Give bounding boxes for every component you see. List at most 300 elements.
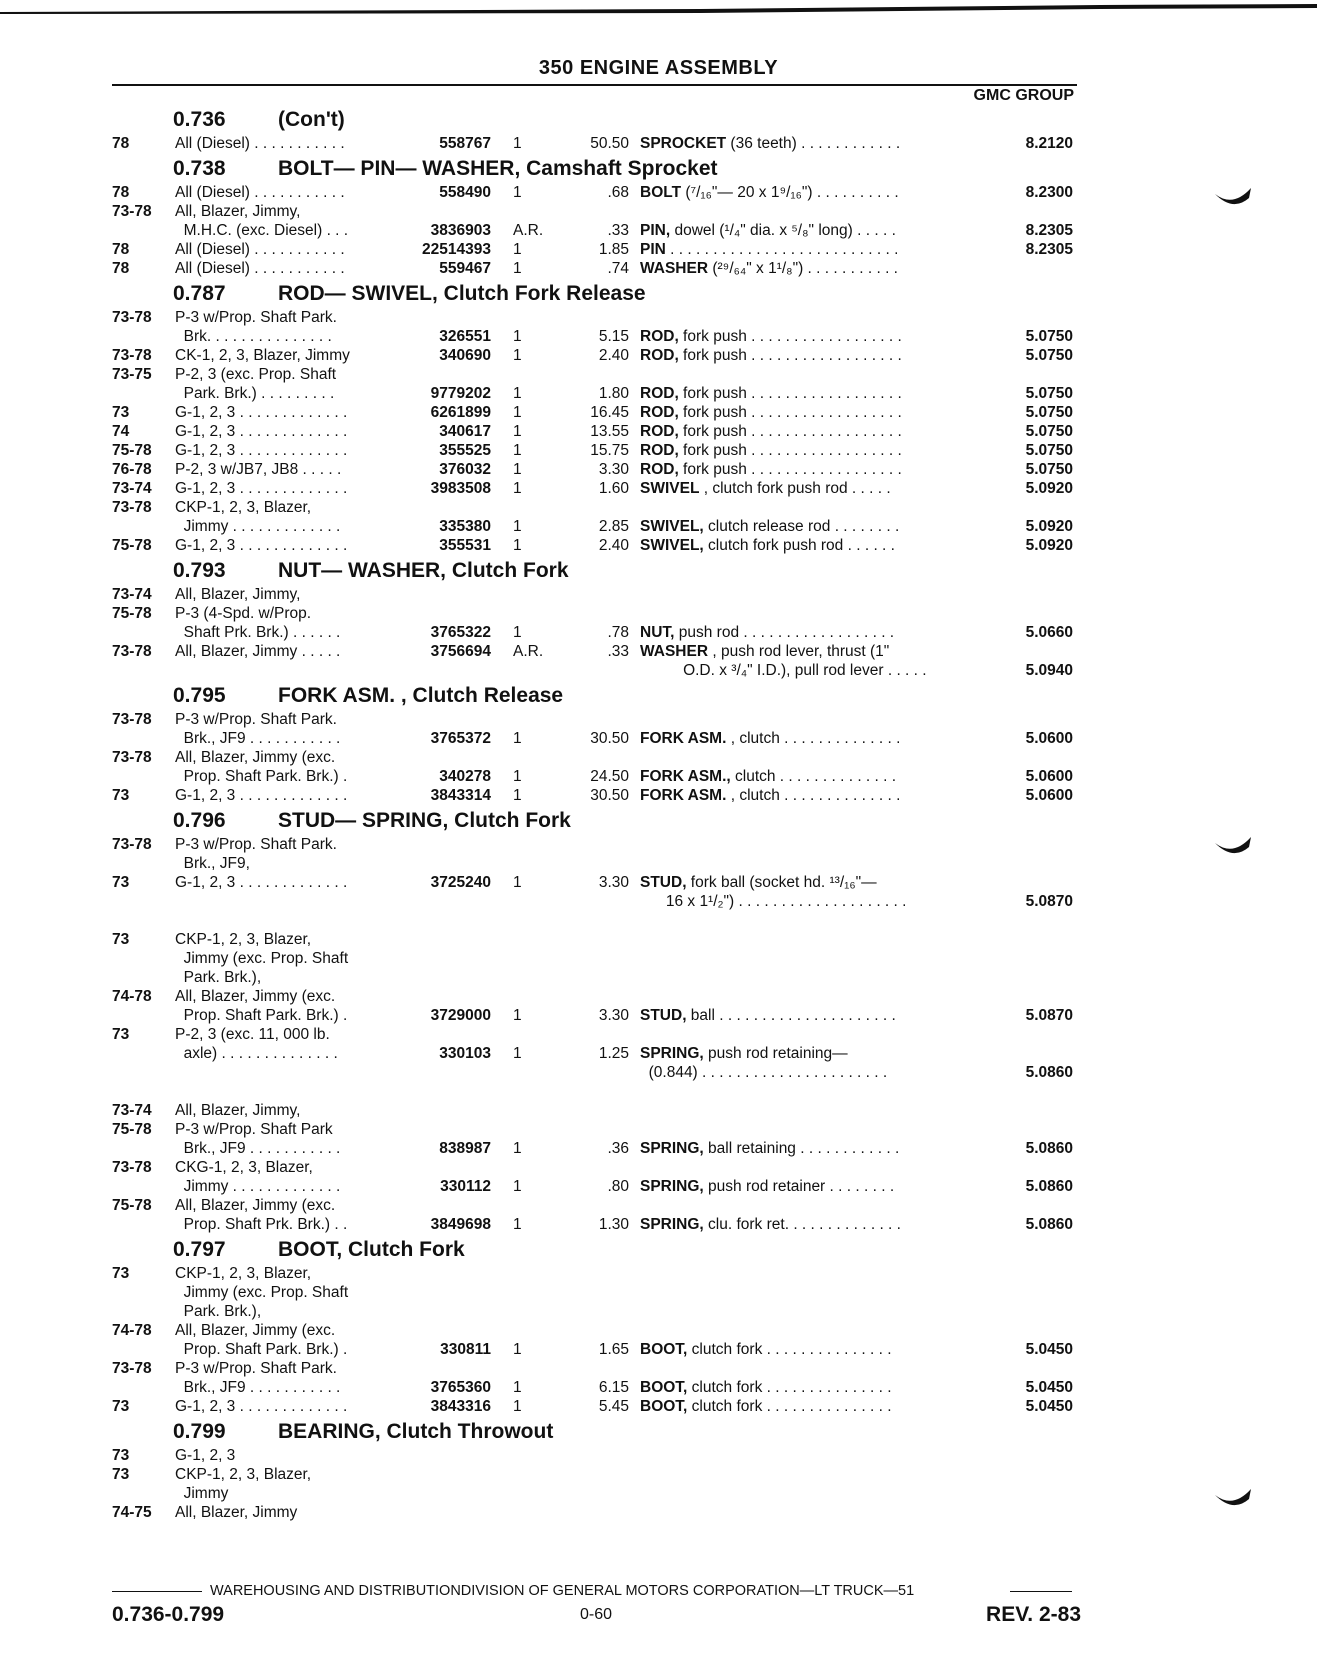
- part-name: WASHER: [640, 260, 709, 277]
- catalog-row: [0, 1264, 1317, 1283]
- part-detail: 16 x 1¹/₂") . . . . . . . . . . . . . . . . . . . .: [640, 893, 907, 910]
- part-number: 838987: [439, 1140, 491, 1157]
- part-description: [640, 1177, 962, 1196]
- catalog-row: [0, 1215, 1317, 1234]
- model-years: 74-78: [112, 988, 152, 1005]
- application: P-3 w/Prop. Shaft Park.: [175, 836, 337, 853]
- part-number: 6261899: [430, 404, 491, 421]
- price: .80: [607, 1178, 629, 1195]
- catalog-row: [0, 729, 1317, 748]
- part-detail: , clutch . . . . . . . . . . . . . .: [726, 730, 901, 747]
- application: P-2, 3 (exc. 11, 000 lb.: [175, 1026, 330, 1043]
- model-years: 73: [112, 1466, 130, 1483]
- price: 2.40: [598, 347, 629, 364]
- part-number: 3983508: [430, 480, 491, 497]
- part-name: STUD,: [640, 1007, 687, 1024]
- gmc-group-number: 5.0750: [1025, 461, 1073, 478]
- application: Brk., JF9 . . . . . . . . . . .: [175, 1379, 341, 1396]
- catalog-row: [0, 1465, 1317, 1484]
- part-number: 340690: [439, 347, 491, 364]
- model-years: 73: [112, 1265, 130, 1282]
- part-detail: ball . . . . . . . . . . . . . . . . . . . . .: [686, 1007, 896, 1024]
- footer-division: WAREHOUSING AND DISTRIBUTIONDIVISION OF GENERAL MOTORS CORPORATION—LT TRUCK—51: [210, 1583, 915, 1599]
- quantity: A.R.: [513, 643, 544, 660]
- part-number: 376032: [439, 461, 491, 478]
- price: .33: [607, 222, 629, 239]
- part-number: 558767: [439, 135, 491, 152]
- quantity: 1: [513, 404, 522, 421]
- application: All (Diesel) . . . . . . . . . . .: [175, 135, 345, 152]
- quantity: 1: [513, 461, 522, 478]
- part-description: [640, 1215, 962, 1234]
- application: All, Blazer, Jimmy,: [175, 1102, 301, 1119]
- part-name: BOLT: [640, 184, 682, 201]
- application: Brk. . . . . . . . . . . . . . .: [175, 328, 332, 345]
- part-detail: fork push . . . . . . . . . . . . . . . . . .: [678, 442, 902, 459]
- part-name: FORK ASM.: [640, 730, 727, 747]
- price: .74: [607, 260, 629, 277]
- application: Brk., JF9,: [175, 855, 250, 872]
- part-detail: (36 teeth) . . . . . . . . . . . .: [726, 135, 901, 152]
- price: 3.30: [598, 1007, 629, 1024]
- part-description: [640, 1378, 962, 1397]
- part-name: ROD,: [640, 442, 679, 459]
- part-number: 3765322: [430, 624, 491, 641]
- part-name: STUD,: [640, 874, 687, 891]
- model-years: 73: [112, 931, 130, 948]
- footer-rule-left: [112, 1591, 202, 1592]
- quantity: 1: [513, 1140, 522, 1157]
- application: Prop. Shaft Park. Brk.) .: [175, 1007, 348, 1024]
- part-detail: ball retaining . . . . . . . . . . . .: [703, 1140, 900, 1157]
- application: Jimmy . . . . . . . . . . . . .: [175, 518, 341, 535]
- section-title: STUD— SPRING, Clutch Fork: [278, 809, 571, 832]
- part-description: [640, 134, 962, 153]
- application: P-3 (4-Spd. w/Prop.: [175, 605, 312, 622]
- model-years: 73-78: [112, 203, 152, 220]
- quantity: 1: [513, 184, 522, 201]
- catalog-row: [0, 460, 1317, 479]
- part-name: FORK ASM.,: [640, 768, 731, 785]
- quantity: 1: [513, 537, 522, 554]
- quantity: 1: [513, 787, 522, 804]
- application: Jimmy . . . . . . . . . . . . .: [175, 1178, 341, 1195]
- catalog-row: [0, 661, 1317, 680]
- price: 16.45: [590, 404, 629, 421]
- application: Jimmy: [175, 1485, 229, 1502]
- part-description: [640, 479, 962, 498]
- model-years: 73-78: [112, 643, 152, 660]
- part-detail: push rod retainer . . . . . . . .: [703, 1178, 895, 1195]
- footer-rule-right: [1010, 1591, 1072, 1592]
- price: 50.50: [590, 135, 629, 152]
- catalog-row: [0, 441, 1317, 460]
- price: 1.65: [598, 1341, 629, 1358]
- price: 5.15: [598, 328, 629, 345]
- catalog-row: [0, 134, 1317, 153]
- quantity: 1: [513, 423, 522, 440]
- catalog-row: [0, 498, 1317, 517]
- catalog-row: [0, 1177, 1317, 1196]
- price: 6.15: [598, 1379, 629, 1396]
- application: Prop. Shaft Park. Brk.) .: [175, 768, 348, 785]
- application: Park. Brk.),: [175, 969, 262, 986]
- application: P-2, 3 w/JB7, JB8 . . . . .: [175, 461, 342, 478]
- section-heading: [0, 104, 1317, 134]
- quantity: 1: [513, 442, 522, 459]
- gmc-group-number: 5.0870: [1025, 1007, 1073, 1024]
- model-years: 73-78: [112, 499, 152, 516]
- part-description: [640, 1139, 962, 1158]
- part-name: SPRING,: [640, 1216, 704, 1233]
- quantity: 1: [513, 1216, 522, 1233]
- part-detail: clu. fork ret. . . . . . . . . . . . . .: [703, 1216, 901, 1233]
- model-years: 78: [112, 260, 130, 277]
- part-description: [640, 183, 962, 202]
- part-detail: (0.844) . . . . . . . . . . . . . . . . . . . . . .: [640, 1064, 888, 1081]
- model-years: 73-78: [112, 347, 152, 364]
- application: Jimmy (exc. Prop. Shaft: [175, 1284, 349, 1301]
- catalog-row: [0, 346, 1317, 365]
- section-heading: [0, 278, 1317, 308]
- gmc-group-number: 8.2120: [1025, 135, 1073, 152]
- part-name: SPRING,: [640, 1140, 704, 1157]
- model-years: 73: [112, 787, 130, 804]
- catalog-row: [0, 987, 1317, 1006]
- catalog-row: [0, 403, 1317, 422]
- page-title: 350 ENGINE ASSEMBLY: [538, 57, 779, 79]
- gmc-group-number: 5.0860: [1025, 1140, 1073, 1157]
- section-title: (Con't): [278, 108, 345, 131]
- catalog-row: [0, 1302, 1317, 1321]
- top-scan-border: [0, 0, 1317, 14]
- part-name: BOOT,: [640, 1379, 688, 1396]
- application: G-1, 2, 3 . . . . . . . . . . . . .: [175, 423, 348, 440]
- price: .68: [607, 184, 629, 201]
- application: G-1, 2, 3 . . . . . . . . . . . . .: [175, 480, 348, 497]
- part-description: [640, 661, 962, 680]
- price: 24.50: [590, 768, 629, 785]
- model-years: 78: [112, 184, 130, 201]
- application: Prop. Shaft Park. Brk.) .: [175, 1341, 348, 1358]
- gmc-group-number: 5.0450: [1025, 1398, 1073, 1415]
- application: Jimmy (exc. Prop. Shaft: [175, 950, 349, 967]
- model-years: 73-78: [112, 749, 152, 766]
- catalog-row: [0, 202, 1317, 221]
- section-title: BEARING, Clutch Throwout: [278, 1420, 554, 1443]
- price: 13.55: [590, 423, 629, 440]
- part-number: 558490: [439, 184, 491, 201]
- part-name: ROD,: [640, 404, 679, 421]
- part-description: [640, 327, 962, 346]
- part-detail: O.D. x ³/₄" I.D.), pull rod lever . . . . .: [640, 662, 927, 679]
- application: CKP-1, 2, 3, Blazer,: [175, 931, 312, 948]
- part-description: [640, 892, 962, 911]
- part-description: [640, 221, 962, 240]
- quantity: 1: [513, 1379, 522, 1396]
- application: P-3 w/Prop. Shaft Park: [175, 1121, 333, 1138]
- part-name: ROD,: [640, 423, 679, 440]
- gmc-group-number: 5.0860: [1025, 1178, 1073, 1195]
- catalog-row: [0, 623, 1317, 642]
- part-name: ROD,: [640, 385, 679, 402]
- model-years: 73-74: [112, 1102, 152, 1119]
- application: P-3 w/Prop. Shaft Park.: [175, 1360, 337, 1377]
- price: 3.30: [598, 461, 629, 478]
- section-number: 0.787: [173, 282, 226, 305]
- part-number: 3843316: [430, 1398, 491, 1415]
- part-name: SWIVEL,: [640, 518, 704, 535]
- part-number: 340617: [439, 423, 491, 440]
- quantity: 1: [513, 347, 522, 364]
- catalog-row: [0, 1063, 1317, 1082]
- part-number: 355531: [439, 537, 491, 554]
- part-description: [640, 536, 962, 555]
- model-years: 73-78: [112, 1159, 152, 1176]
- price: 1.60: [598, 480, 629, 497]
- part-description: [640, 517, 962, 536]
- application: All, Blazer, Jimmy,: [175, 586, 301, 603]
- gmc-group-number: 5.0750: [1025, 404, 1073, 421]
- application: Park. Brk.),: [175, 1303, 262, 1320]
- application: axle) . . . . . . . . . . . . . .: [175, 1045, 338, 1062]
- quantity: 1: [513, 874, 522, 891]
- gmc-group-number: 5.0600: [1025, 787, 1073, 804]
- gmc-group-number: 5.0920: [1025, 480, 1073, 497]
- application: G-1, 2, 3 . . . . . . . . . . . . .: [175, 537, 348, 554]
- section-heading: [0, 680, 1317, 710]
- gmc-group-number: 5.0920: [1025, 518, 1073, 535]
- parts-catalog-body: [0, 104, 1317, 1522]
- part-name: BOOT,: [640, 1341, 688, 1358]
- catalog-row: [0, 1321, 1317, 1340]
- part-number: 3765372: [430, 730, 491, 747]
- part-description: [640, 346, 962, 365]
- price: 1.85: [598, 241, 629, 258]
- model-years: 73-75: [112, 366, 152, 383]
- quantity: 1: [513, 768, 522, 785]
- section-heading: [0, 1234, 1317, 1264]
- section-number: 0.797: [173, 1238, 226, 1261]
- part-detail: fork push . . . . . . . . . . . . . . . . . .: [678, 328, 902, 345]
- model-years: 75-78: [112, 605, 152, 622]
- price: 1.30: [598, 1216, 629, 1233]
- application: G-1, 2, 3: [175, 1447, 236, 1464]
- part-detail: . . . . . . . . . . . . . . . . . . . . . . . . . . .: [665, 241, 899, 258]
- part-number: 355525: [439, 442, 491, 459]
- gmc-group-number: 5.0860: [1025, 1064, 1073, 1081]
- application: CKP-1, 2, 3, Blazer,: [175, 1466, 312, 1483]
- model-years: 73-74: [112, 480, 152, 497]
- catalog-row: [0, 365, 1317, 384]
- part-number: 3849698: [430, 1216, 491, 1233]
- part-description: [640, 1044, 962, 1063]
- catalog-row: [0, 854, 1317, 873]
- catalog-row: [0, 1503, 1317, 1522]
- part-name: BOOT,: [640, 1398, 688, 1415]
- catalog-row: [0, 1044, 1317, 1063]
- application: All (Diesel) . . . . . . . . . . .: [175, 241, 345, 258]
- part-number: 340278: [439, 768, 491, 785]
- part-description: [640, 623, 962, 642]
- application: All (Diesel) . . . . . . . . . . .: [175, 184, 345, 201]
- part-name: SPRING,: [640, 1178, 704, 1195]
- part-number: 3729000: [430, 1007, 491, 1024]
- part-number: 330112: [440, 1178, 491, 1195]
- catalog-row: [0, 1484, 1317, 1503]
- application: Park. Brk.) . . . . . . . . .: [175, 385, 335, 402]
- catalog-row: [0, 835, 1317, 854]
- part-detail: fork ball (socket hd. ¹³/₁₆"—: [686, 874, 877, 891]
- application: Brk., JF9 . . . . . . . . . . .: [175, 730, 341, 747]
- gmc-group-number: 8.2305: [1025, 222, 1073, 239]
- section-number: 0.796: [173, 809, 226, 832]
- part-number: 330103: [439, 1045, 491, 1062]
- part-detail: , push rod lever, thrust (1": [708, 643, 890, 660]
- catalog-row: [0, 1340, 1317, 1359]
- gmc-group-number: 5.0750: [1025, 328, 1073, 345]
- gmc-group-number: 5.0860: [1025, 1216, 1073, 1233]
- part-number: 9779202: [430, 385, 491, 402]
- part-description: [640, 1006, 962, 1025]
- catalog-row: [0, 422, 1317, 441]
- section-number: 0.793: [173, 559, 226, 582]
- application: Shaft Prk. Brk.) . . . . . .: [175, 624, 341, 641]
- gmc-group-number: 5.0750: [1025, 385, 1073, 402]
- catalog-row: [0, 585, 1317, 604]
- catalog-row: [0, 642, 1317, 661]
- model-years: 73-78: [112, 711, 152, 728]
- section-number: 0.795: [173, 684, 226, 707]
- catalog-row: [0, 1378, 1317, 1397]
- application: CKG-1, 2, 3, Blazer,: [175, 1159, 313, 1176]
- part-description: [640, 460, 962, 479]
- price: 15.75: [590, 442, 629, 459]
- application: G-1, 2, 3 . . . . . . . . . . . . .: [175, 442, 348, 459]
- part-detail: clutch . . . . . . . . . . . . . .: [730, 768, 897, 785]
- part-name: PIN: [640, 241, 666, 258]
- part-detail: (²⁹/₆₄" x 1¹/₈") . . . . . . . . . . .: [708, 260, 898, 277]
- model-years: 76-78: [112, 461, 152, 478]
- part-name: PIN,: [640, 222, 671, 239]
- catalog-row: [0, 911, 1317, 930]
- quantity: 1: [513, 1045, 522, 1062]
- catalog-row: [0, 183, 1317, 202]
- catalog-row: [0, 1006, 1317, 1025]
- model-years: 73: [112, 404, 130, 421]
- model-years: 75-78: [112, 1121, 152, 1138]
- model-years: 75-78: [112, 1197, 152, 1214]
- part-description: [640, 384, 962, 403]
- quantity: 1: [513, 1007, 522, 1024]
- catalog-row: [0, 1359, 1317, 1378]
- application: All, Blazer, Jimmy,: [175, 203, 301, 220]
- model-years: 73: [112, 1447, 130, 1464]
- quantity: A.R.: [513, 222, 544, 239]
- section-heading: [0, 153, 1317, 183]
- part-name: SPROCKET: [640, 135, 727, 152]
- application: P-3 w/Prop. Shaft Park.: [175, 309, 337, 326]
- part-detail: dowel (¹/₄" dia. x ⁵/₈" long) . . . . .: [670, 222, 896, 239]
- price: .78: [607, 624, 629, 641]
- part-number: 3843314: [430, 787, 491, 804]
- model-years: 73: [112, 1398, 130, 1415]
- binder-hole-mark-middle: [1213, 835, 1253, 857]
- catalog-row: [0, 1196, 1317, 1215]
- model-years: 73-78: [112, 836, 152, 853]
- price: 2.85: [598, 518, 629, 535]
- group-column-header: GMC GROUP: [973, 87, 1074, 104]
- application: CKP-1, 2, 3, Blazer,: [175, 499, 312, 516]
- application: All, Blazer, Jimmy: [175, 1504, 298, 1521]
- gmc-group-number: 5.0920: [1025, 537, 1073, 554]
- part-name: NUT,: [640, 624, 675, 641]
- model-years: 75-78: [112, 442, 152, 459]
- title-rule: [112, 84, 1077, 86]
- application: P-2, 3 (exc. Prop. Shaft: [175, 366, 337, 383]
- part-detail: fork push . . . . . . . . . . . . . . . . . .: [678, 347, 902, 364]
- quantity: 1: [513, 1341, 522, 1358]
- catalog-row: [0, 930, 1317, 949]
- model-years: 73: [112, 874, 130, 891]
- part-description: [640, 422, 962, 441]
- price: 5.45: [598, 1398, 629, 1415]
- part-description: [640, 1340, 962, 1359]
- section-title: BOOT, Clutch Fork: [278, 1238, 465, 1261]
- catalog-row: [0, 604, 1317, 623]
- price: 2.40: [598, 537, 629, 554]
- part-detail: fork push . . . . . . . . . . . . . . . . . .: [678, 385, 902, 402]
- application: G-1, 2, 3 . . . . . . . . . . . . .: [175, 787, 348, 804]
- quantity: 1: [513, 480, 522, 497]
- gmc-group-number: 5.0600: [1025, 730, 1073, 747]
- catalog-row: [0, 786, 1317, 805]
- part-description: [640, 642, 962, 661]
- price: 1.80: [598, 385, 629, 402]
- part-name: ROD,: [640, 328, 679, 345]
- model-years: 75-78: [112, 537, 152, 554]
- catalog-row: [0, 384, 1317, 403]
- catalog-row: [0, 308, 1317, 327]
- part-detail: clutch fork . . . . . . . . . . . . . . .: [687, 1379, 892, 1396]
- application: P-3 w/Prop. Shaft Park.: [175, 711, 337, 728]
- part-description: [640, 786, 962, 805]
- section-number: 0.736: [173, 108, 226, 131]
- catalog-row: [0, 1101, 1317, 1120]
- part-description: [640, 1397, 962, 1416]
- application: All, Blazer, Jimmy (exc.: [175, 1322, 336, 1339]
- part-description: [640, 767, 962, 786]
- model-years: 73: [112, 1026, 130, 1043]
- gmc-group-number: 5.0450: [1025, 1341, 1073, 1358]
- part-detail: fork push . . . . . . . . . . . . . . . . . .: [678, 404, 902, 421]
- section-number: 0.799: [173, 1420, 226, 1443]
- gmc-group-number: 5.0750: [1025, 442, 1073, 459]
- catalog-row: [0, 767, 1317, 786]
- part-detail: clutch fork . . . . . . . . . . . . . . .: [687, 1341, 892, 1358]
- model-years: 73-78: [112, 1360, 152, 1377]
- catalog-row: [0, 1082, 1317, 1101]
- model-years: 74-75: [112, 1504, 152, 1521]
- catalog-row: [0, 949, 1317, 968]
- part-detail: fork push . . . . . . . . . . . . . . . . . .: [678, 461, 902, 478]
- price: .33: [607, 643, 629, 660]
- part-description: [640, 259, 962, 278]
- part-number: 3756694: [430, 643, 491, 660]
- price: 1.25: [598, 1045, 629, 1062]
- part-name: ROD,: [640, 461, 679, 478]
- part-name: SWIVEL: [640, 480, 700, 497]
